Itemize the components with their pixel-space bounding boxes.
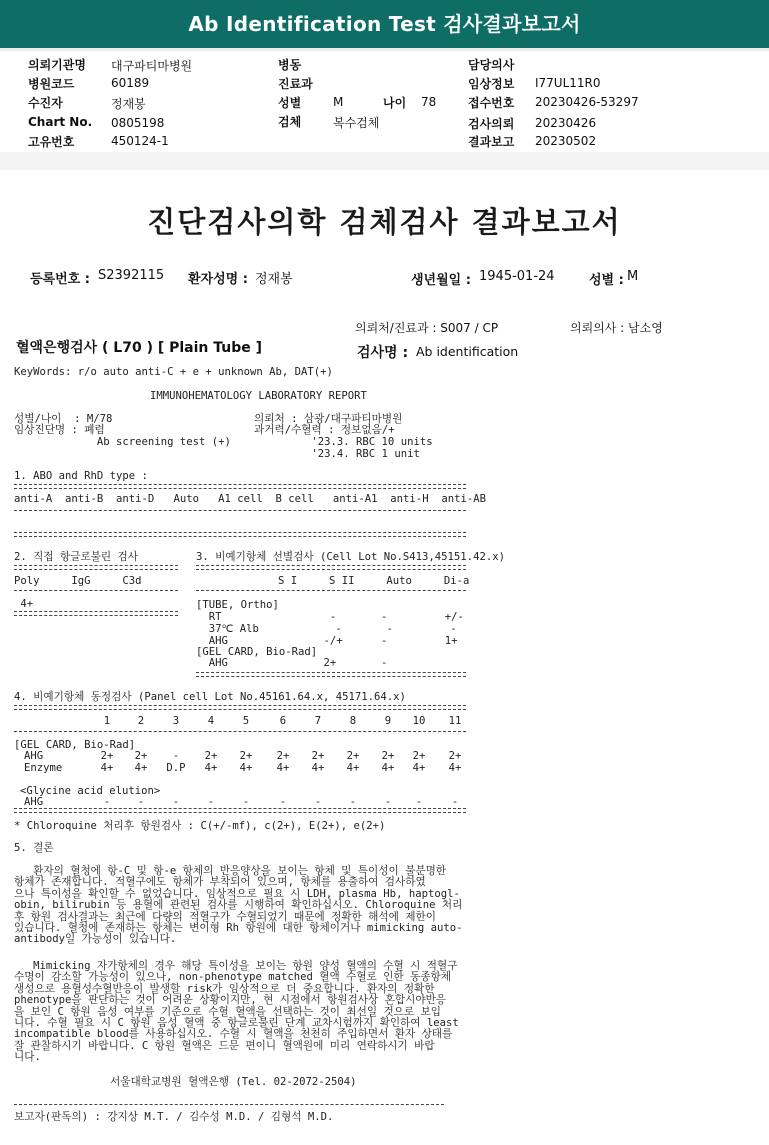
panel-row-ahg-name: AHG bbox=[24, 750, 44, 762]
panel-col-3: 3 bbox=[172, 715, 180, 727]
hospital-code-label: 병원코드 bbox=[28, 77, 75, 91]
patient-info-transfusion-2: '23.4. RBC 1 unit bbox=[254, 448, 420, 460]
report-sex-value: M bbox=[627, 269, 639, 284]
glycine-row-name: AHG bbox=[24, 796, 44, 808]
screening-row-gel-ahg: AHG 2+ - bbox=[196, 657, 388, 669]
age-label: 나이 bbox=[383, 96, 407, 110]
dat-header: Poly IgG C3d bbox=[14, 575, 142, 587]
conclusion-line: incompatible blood를 사용하십시오. 수혈 시 혈액을 천천히 주입하면서 환자 상태를 bbox=[14, 1028, 453, 1041]
glycine-cell: - bbox=[242, 796, 250, 808]
conclusion-line: obin, bilirubin 등 용혈에 관련된 검사를 시행하여 확인하십시오. Chloroquine 처리 bbox=[14, 899, 463, 912]
result-date-value: 20230502 bbox=[535, 134, 597, 148]
hospital-code-value: 60189 bbox=[111, 76, 150, 90]
screening-top-rule bbox=[196, 565, 466, 570]
reg-no-value: S2392115 bbox=[98, 268, 165, 283]
receipt-no-value: 20230426-53297 bbox=[535, 95, 639, 109]
conclusion-line: 으나 특이성을 확인할 수 없었습니다. 임상적으로 필요 시 LDH, plasma Hb, haptogl- bbox=[14, 887, 460, 900]
panel-col-2: 2 bbox=[137, 715, 145, 727]
footer-institution: 서울대학교병원 혈액은행 (Tel. 02-2072-2504) bbox=[110, 1076, 357, 1088]
screening-bottom-rule bbox=[196, 672, 466, 677]
glycine-cell: - bbox=[415, 796, 423, 808]
unique-no-label: 고유번호 bbox=[28, 135, 75, 149]
screening-section-title: 3. 비예기항체 선별검사 (Cell Lot No.S413,45151.42.x) bbox=[196, 551, 505, 563]
conclusion-line: 생성으로 용혈성수혈반응이 발생할 risk가 임상적으로 더 중요합니다. 환자의 정확한 bbox=[14, 982, 435, 995]
panel-gel-label: [GEL CARD, Bio-Rad] bbox=[14, 739, 136, 751]
banner-divider bbox=[0, 48, 769, 51]
dat-bottom-rule bbox=[14, 611, 178, 616]
section-separator bbox=[0, 152, 769, 170]
conclusion-title: 5. 결론 bbox=[14, 842, 54, 854]
panel-cell: 4+ bbox=[276, 762, 290, 774]
clinical-info-label: 임상정보 bbox=[468, 77, 515, 91]
conclusion-line: 니다. 수혈 필요 시 C 항원 음성 혈액 중 항글로불린 단계 교차시험까지 확인하여 least bbox=[14, 1017, 459, 1029]
sex-label: 성별 bbox=[278, 96, 302, 110]
request-dept: 의뢰처/진료과 : S007 / CP bbox=[355, 321, 499, 335]
panel-cell: 4+ bbox=[381, 762, 395, 774]
screening-gel-label: [GEL CARD, Bio-Rad] bbox=[196, 646, 318, 658]
abo-bottom-rule bbox=[14, 532, 466, 537]
conclusion-line: 을 보인 C 항원 음성 여부를 기준으로 수혈 혈액을 선택하는 것이 최선일 것으로 보입 bbox=[14, 1005, 441, 1018]
screening-row-ahg: AHG -/+ - 1+ bbox=[196, 635, 458, 647]
panel-col-10: 10 bbox=[412, 715, 426, 727]
specimen-label: 검체 bbox=[278, 115, 302, 129]
report-sex-label: 성별 : bbox=[589, 273, 624, 288]
footer-signatures: 보고자(판독의) : 강지상 M.T. / 김수성 M.D. / 김형석 M.D. bbox=[14, 1111, 334, 1123]
glycine-cell: - bbox=[451, 796, 459, 808]
dat-value: 4+ bbox=[14, 598, 34, 610]
test-name-label: 검사명 : bbox=[357, 345, 409, 361]
report-banner-title: Ab Identification Test 검사결과보고서 bbox=[0, 0, 769, 48]
screening-row-rt: RT - - +/- bbox=[196, 611, 464, 623]
conclusion-line: phenotype을 판단하는 것이 어려운 상황이지만, 현 시점에서 항원검사상 혼합시야반응 bbox=[14, 994, 447, 1007]
panel-cell: 2+ bbox=[276, 750, 290, 762]
dat-section-title: 2. 직접 항글로불린 검사 bbox=[14, 551, 138, 563]
panel-cell: 4+ bbox=[448, 762, 462, 774]
panel-cell: 4+ bbox=[100, 762, 114, 774]
patient-info-transfusion-1: '23.3. RBC 10 units bbox=[254, 436, 433, 448]
dat-mid-rule bbox=[14, 590, 178, 591]
glycine-cell: - bbox=[384, 796, 392, 808]
panel-cell: 4+ bbox=[412, 762, 426, 774]
panel-cell: 2+ bbox=[239, 750, 253, 762]
glycine-cell: - bbox=[207, 796, 215, 808]
patient-name-label: 환자성명 : bbox=[188, 272, 248, 287]
panel-cell: 4+ bbox=[346, 762, 360, 774]
panel-cell: - bbox=[172, 750, 180, 762]
request-date-value: 20230426 bbox=[535, 116, 597, 130]
specimen-value: 복수검체 bbox=[333, 116, 380, 130]
chloroquine-result: * Chloroquine 처리후 항원검사 : C(+/-mf), c(2+), E(2+), e(2+) bbox=[14, 820, 386, 832]
panel-col-7: 7 bbox=[314, 715, 322, 727]
dob-value: 1945-01-24 bbox=[479, 269, 555, 284]
dat-top-rule bbox=[14, 565, 178, 570]
screening-header: S I S II Auto Di-a bbox=[278, 575, 470, 587]
report-title: 진단검사의학 검체검사 결과보고서 bbox=[147, 205, 622, 239]
test-group-title: 혈액은행검사 ( L70 ) [ Plain Tube ] bbox=[16, 340, 263, 356]
patient-info-history: 과거력/수혈력 : 정보없음/+ bbox=[254, 424, 395, 436]
patient-label: 수진자 bbox=[28, 96, 63, 110]
panel-col-9: 9 bbox=[384, 715, 392, 727]
conclusion-line: antibody일 가능성이 있습니다. bbox=[14, 933, 177, 946]
panel-cell: 2+ bbox=[448, 750, 462, 762]
panel-mid-rule bbox=[14, 731, 466, 732]
panel-bottom-rule bbox=[14, 808, 466, 813]
hospital-name-value: 대구파티마병원 bbox=[111, 59, 193, 73]
conclusion-line: 환자의 혈청에 항-C 및 항-e 항체의 반응양상을 보이는 항체 및 특이성이 불분명한 bbox=[14, 865, 447, 877]
reg-no-label: 등록번호 : bbox=[30, 272, 90, 287]
patient-info-screening: Ab screening test (+) bbox=[14, 436, 231, 448]
panel-cell: 2+ bbox=[100, 750, 114, 762]
panel-col-4: 4 bbox=[207, 715, 215, 727]
glycine-cell: - bbox=[314, 796, 322, 808]
clinical-info-value: I77UL11R0 bbox=[535, 76, 601, 90]
chart-no-value: 0805198 bbox=[111, 116, 165, 130]
receipt-no-label: 접수번호 bbox=[468, 96, 515, 110]
panel-cell: 4+ bbox=[311, 762, 325, 774]
conclusion-line: 니다. bbox=[14, 1051, 41, 1064]
panel-col-8: 8 bbox=[349, 715, 357, 727]
glycine-cell: - bbox=[172, 796, 180, 808]
request-date-label: 검사의뢰 bbox=[468, 117, 515, 131]
glycine-cell: - bbox=[349, 796, 357, 808]
request-doctor: 의뢰의사 : 남소영 bbox=[570, 321, 663, 335]
footer-rule bbox=[14, 1104, 444, 1105]
test-name-value: Ab identification bbox=[416, 344, 519, 359]
hospital-name-label: 의뢰기관명 bbox=[28, 58, 86, 72]
conclusion-line: Mimicking 자가항체의 경우 해당 특이성을 보이는 항원 양성 혈액의 수혈 시 적혈구 bbox=[14, 960, 458, 972]
glycine-cell: - bbox=[103, 796, 111, 808]
abo-section-title: 1. ABO and RhD type : bbox=[14, 470, 148, 482]
sex-value: M bbox=[333, 95, 344, 109]
abo-mid-rule bbox=[14, 510, 466, 511]
panel-cell: D.P bbox=[166, 762, 186, 774]
conclusion-line: 있습니다. 혈청에 존재하는 항체는 변이형 Rh 항원에 대한 항체이거나 mimicking auto- bbox=[14, 922, 463, 934]
screening-row-37c: 37℃ Alb - - - bbox=[196, 623, 457, 635]
panel-section-title: 4. 비예기항체 동정검사 (Panel cell Lot No.45161.64.x, 45171.64.x) bbox=[14, 691, 406, 703]
conclusion-line: 항체가 존재합니다. 적혈구에도 항체가 부착되어 있으며, 항체를 용출하여 검사하였 bbox=[14, 876, 426, 889]
age-value: 78 bbox=[421, 95, 437, 109]
dept-label: 진료과 bbox=[278, 77, 313, 91]
patient-info-diagnosis: 임상진단명 : 폐렴 bbox=[14, 424, 105, 436]
panel-cell: 2+ bbox=[346, 750, 360, 762]
chart-no-label: Chart No. bbox=[28, 115, 93, 129]
glycine-cell: - bbox=[137, 796, 145, 808]
panel-cell: 4+ bbox=[204, 762, 218, 774]
abo-header: anti-A anti-B anti-D Auto A1 cell B cell anti-A1 anti-H anti-AB bbox=[14, 493, 486, 505]
result-date-label: 결과보고 bbox=[468, 135, 515, 149]
conclusion-line: 후 항원 검사결과는 최근에 다량의 적혈구가 수혈되었기 때문에 정확한 해석에 제한이 bbox=[14, 910, 436, 923]
panel-row-enzyme-name: Enzyme bbox=[24, 762, 63, 774]
panel-cell: 2+ bbox=[204, 750, 218, 762]
panel-col-6: 6 bbox=[279, 715, 287, 727]
panel-cell: 2+ bbox=[311, 750, 325, 762]
patient-info-sex-age: 성별/나이 : M/78 bbox=[14, 413, 113, 425]
panel-cell: 2+ bbox=[134, 750, 148, 762]
abo-top-rule bbox=[14, 484, 466, 489]
panel-col-1: 1 bbox=[103, 715, 111, 727]
lab-report-title: IMMUNOHEMATOLOGY LABORATORY REPORT bbox=[150, 390, 367, 402]
panel-top-rule bbox=[14, 705, 466, 710]
panel-cell: 4+ bbox=[134, 762, 148, 774]
patient-info-requester: 의뢰처 : 삼광/대구파티마병원 bbox=[254, 413, 403, 425]
screening-mid-rule bbox=[196, 590, 466, 591]
keywords-line: KeyWords: r/o auto anti-C + e + unknown Ab, DAT(+) bbox=[14, 366, 333, 378]
patient-value: 정재봉 bbox=[111, 97, 146, 111]
ward-label: 병동 bbox=[278, 58, 302, 72]
dob-label: 생년월일 : bbox=[411, 273, 471, 288]
glycine-cell: - bbox=[279, 796, 287, 808]
doctor-label: 담당의사 bbox=[468, 58, 515, 72]
panel-cell: 2+ bbox=[381, 750, 395, 762]
panel-col-5: 5 bbox=[242, 715, 250, 727]
panel-cell: 2+ bbox=[412, 750, 426, 762]
unique-no-value: 450124-1 bbox=[111, 134, 169, 148]
glycine-title: <Glycine acid elution> bbox=[20, 785, 161, 797]
conclusion-line: 잘 관찰하시기 바랍니다. C 항원 혈액은 드문 편이니 혈액원에 미리 연락하시기 바랍 bbox=[14, 1039, 435, 1052]
screening-tube-label: [TUBE, Ortho] bbox=[196, 599, 279, 611]
panel-col-11: 11 bbox=[448, 715, 462, 727]
conclusion-line: 수명이 감소할 가능성이 있으나, non-phenotype matched 혈액 수혈로 인한 동종항체 bbox=[14, 971, 451, 984]
panel-cell: 4+ bbox=[239, 762, 253, 774]
patient-name-value: 정재봉 bbox=[255, 272, 293, 287]
